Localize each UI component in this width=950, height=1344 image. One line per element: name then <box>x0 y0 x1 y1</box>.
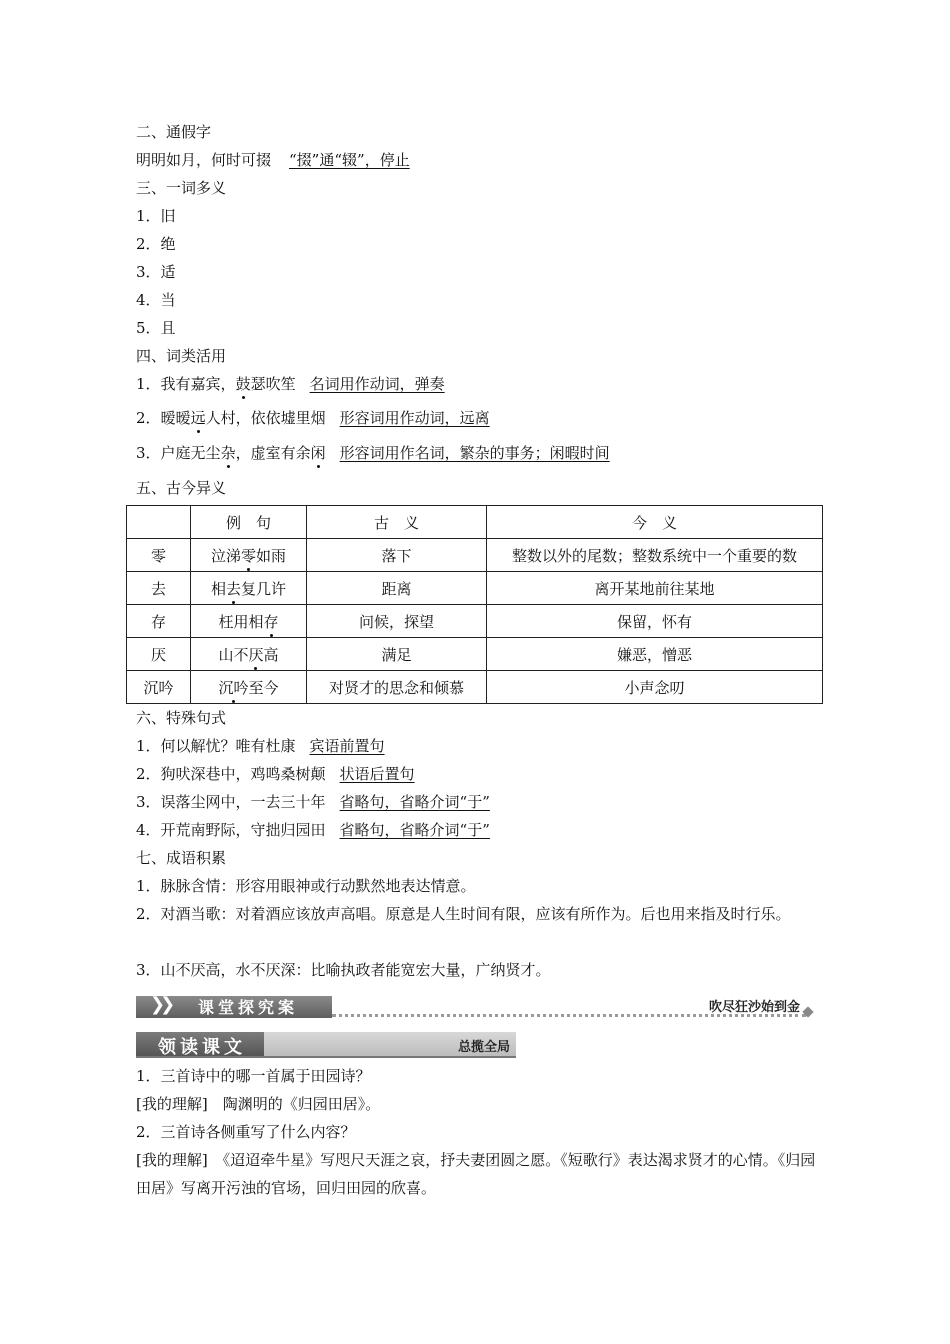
cileihuoyong-answer: 形容词用作动词，远离 <box>339 409 490 427</box>
table-header-cell <box>127 506 191 539</box>
ancient-meaning-cell: 问候，探望 <box>307 605 487 638</box>
yiciduoyi-item: 2．绝 <box>136 235 176 253</box>
table-row <box>127 638 823 671</box>
banner-subtitle: 总揽全局 <box>457 1040 510 1055</box>
cileihuoyong-item: 2．暧暧远人村，依依墟里烟 形容词用作动词，远离 <box>136 409 490 427</box>
modern-meaning-cell: 小声念叨 <box>487 671 823 704</box>
ancient-meaning-cell: 落下 <box>307 539 487 572</box>
table-header-cell: 古 义 <box>307 506 487 539</box>
word-cell: 零 <box>127 539 191 572</box>
section-banner-lingdu <box>136 1032 516 1058</box>
modern-meaning-cell: 整数以外的尾数；整数系统中一个重要的数 <box>487 539 823 572</box>
cileihuoyong-item: 1．我有嘉宾，鼓瑟吹笙 名词用作动词，弹奏 <box>136 375 445 393</box>
yiciduoyi-item-first: 1．旧 <box>136 207 176 225</box>
banner-slogan: 吹尽狂沙始到金 <box>708 1000 800 1015</box>
modern-meaning-cell: 嫌恶，憎恶 <box>487 638 823 671</box>
modern-meaning-cell: 离开某地前往某地 <box>487 572 823 605</box>
teshujushi-item: 2．狗吠深巷中，鸡鸣桑树颠 状语后置句 <box>136 765 415 783</box>
chengyu-item: 1．脉脉含情：形容用眼神或行动默然地表达情意。 <box>136 877 476 895</box>
yiciduoyi-item: 3．适 <box>136 263 176 281</box>
example-cell: 相去复几许 <box>191 572 307 605</box>
example-cell: 沉吟至今 <box>191 671 307 704</box>
answer-2: [我的理解] 《迢迢牵牛星》写咫尺天涯之哀，抒夫妻团圆之愿。《短歌行》表达渴求贤才的心情。《归园田居》写离开污浊的官场，回归田园的欣喜。 <box>136 1151 816 1197</box>
table-header-row <box>127 506 823 539</box>
section-heading-tongjiazi: 二、通假字 <box>136 123 212 141</box>
question-1: 1．三首诗中的哪一首属于田园诗？ <box>136 1067 371 1085</box>
teshujushi-answer: 状语后置句 <box>339 765 415 783</box>
teshujushi-item: 4．开荒南野际，守拙归园田 省略句，省略介词“于” <box>136 821 490 839</box>
tongjiazi-sentence: 明明如月，何时可掇 <box>136 151 272 169</box>
example-cell: 山不厌高 <box>191 638 307 671</box>
example-cell: 泣涕零如雨 <box>191 539 307 572</box>
yiciduoyi-item: 5．且 <box>136 319 176 337</box>
table-header-cell: 今 义 <box>487 506 823 539</box>
cileihuoyong-item: 3．户庭无尘杂，虚室有余闲 形容词用作名词，繁杂的事务；闲暇时间 <box>136 444 610 462</box>
section-heading-yiciduoyi: 三、一词多义 <box>136 179 227 197</box>
ancient-meaning-cell: 距离 <box>307 572 487 605</box>
chevron-right-icon: ❯❯ <box>150 994 171 1015</box>
tongjiazi-answer: “掇”通“辍”，停止 <box>289 151 410 169</box>
emphasis-char: 杂 <box>220 444 236 462</box>
yiciduoyi-item: 4．当 <box>136 291 176 309</box>
table-row <box>127 605 823 638</box>
teshujushi-answer: 宾语前置句 <box>309 737 385 755</box>
answer-1: [我的理解] 陶渊明的《归园田居》。 <box>136 1095 381 1113</box>
word-cell: 厌 <box>127 638 191 671</box>
teshujushi-answer: 省略句，省略介词“于” <box>339 821 490 839</box>
word-cell: 沉吟 <box>127 671 191 704</box>
word-cell: 存 <box>127 605 191 638</box>
ancient-meaning-cell: 对贤才的思念和倾慕 <box>307 671 487 704</box>
section-heading-teshujushi: 六、特殊句式 <box>136 709 227 727</box>
teshujushi-item: 1．何以解忧？唯有杜康 宾语前置句 <box>136 737 385 755</box>
section-heading-chengyujilei: 七、成语积累 <box>136 849 227 867</box>
question-2: 2．三首诗各侧重写了什么内容？ <box>136 1123 356 1141</box>
example-cell: 枉用相存 <box>191 605 307 638</box>
chengyu-item: 3．山不厌高，水不厌深：比喻执政者能宽宏大量，广纳贤才。 <box>136 961 551 979</box>
ancient-meaning-cell: 满足 <box>307 638 487 671</box>
emphasis-char: 闲 <box>310 444 326 462</box>
table-row <box>127 572 823 605</box>
section-heading-cileihuoyong: 四、词类活用 <box>136 347 227 365</box>
emphasis-char: 远 <box>190 409 206 427</box>
teshujushi-item: 3．误落尘网中，一去三十年 省略句，省略介词“于” <box>136 793 490 811</box>
modern-meaning-cell: 保留，怀有 <box>487 605 823 638</box>
banner-title: 课堂探究案 <box>198 998 299 1017</box>
word-cell: 去 <box>127 572 191 605</box>
cileihuoyong-answer: 形容词用作名词，繁杂的事务；闲暇时间 <box>339 444 610 462</box>
teshujushi-answer: 省略句，省略介词“于” <box>339 793 490 811</box>
chengyu-item: 2．对酒当歌：对着酒应该放声高唱。原意是人生时间有限，应该有所作为。后也用来指及时行乐。 <box>136 905 791 923</box>
tongjiazi-line <box>136 150 410 170</box>
emphasis-char: 鼓 <box>235 375 251 393</box>
table-row <box>127 671 823 704</box>
section-heading-gujinyiyi: 五、古今异义 <box>136 479 227 497</box>
banner-title: 领读课文 <box>158 1037 246 1058</box>
cileihuoyong-answer: 名词用作动词，弹奏 <box>309 375 445 393</box>
section-banner-ketang <box>136 992 814 1018</box>
table-header-cell: 例 句 <box>191 506 307 539</box>
table-row <box>127 539 823 572</box>
gujinyiyi-table <box>126 505 823 704</box>
